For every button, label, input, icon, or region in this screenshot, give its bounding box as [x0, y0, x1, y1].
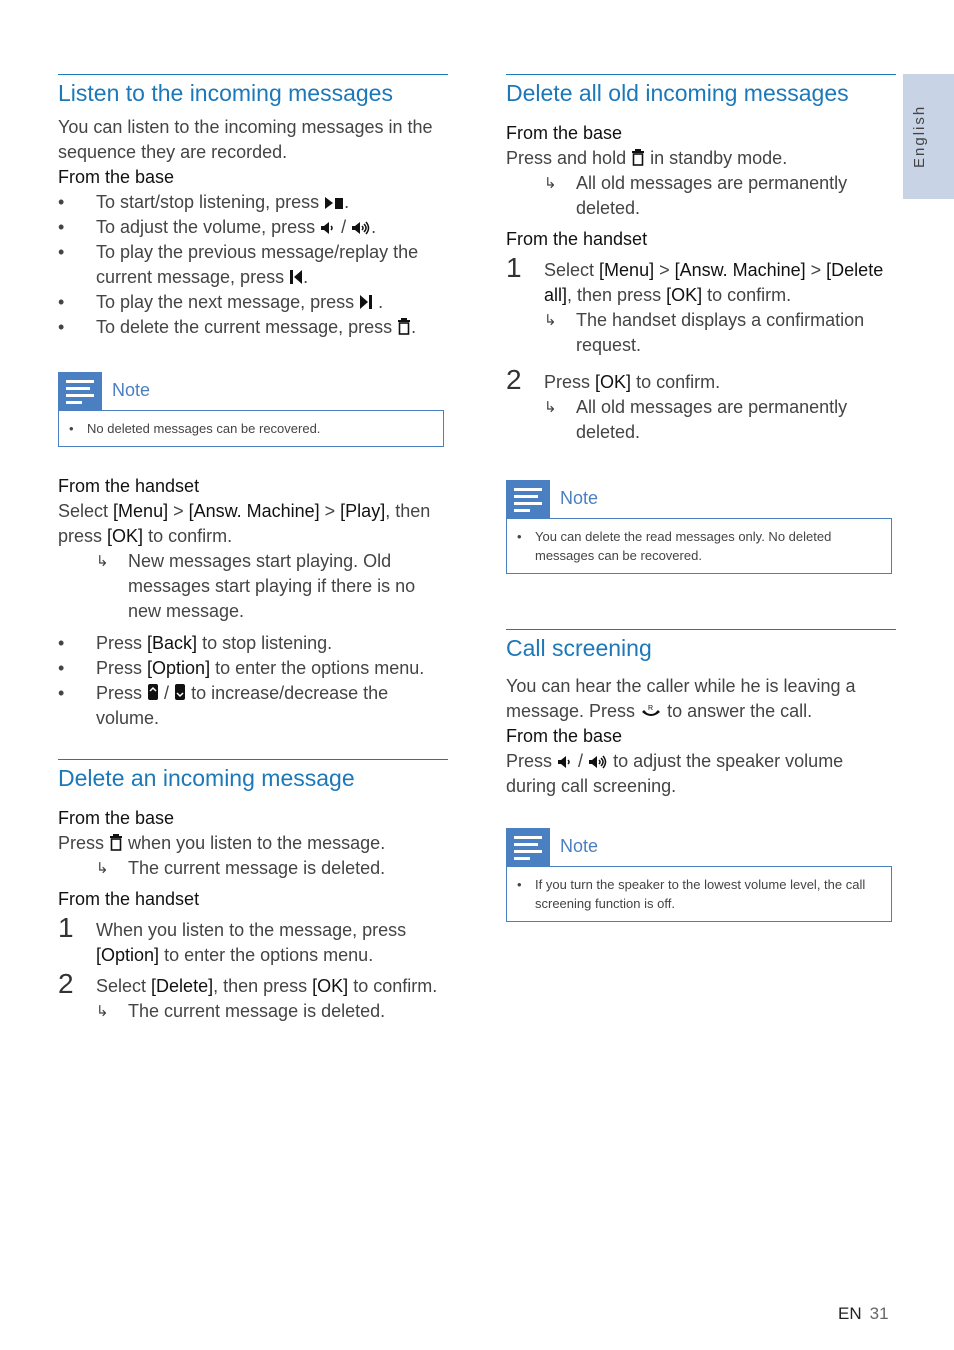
paragraph: You can hear the caller while he is leaving a message. Press R to answer the call.	[506, 676, 856, 721]
note-box: Note • If you turn the speaker to the lowest volume level, the call screening function is off.	[506, 828, 892, 922]
note-box: Note • You can delete the read messages only. No deleted messages can be recovered.	[506, 480, 892, 574]
note-icon	[506, 828, 550, 866]
handset-volume-up-icon	[147, 683, 159, 701]
subheading: From the handset	[58, 476, 200, 496]
delete-icon	[631, 148, 645, 166]
next-icon	[359, 294, 373, 310]
result-item: ↳ The current message is deleted.	[96, 858, 386, 878]
listen-handset-section	[58, 474, 448, 731]
bullet-item: • Press [Option] to enter the options menu.	[58, 658, 425, 678]
page-number: 31	[869, 1304, 889, 1323]
result-item: ↳ All old messages are permanently deleted.	[544, 173, 848, 218]
note-text: No deleted messages can be recovered.	[87, 421, 321, 436]
note-label: Note	[560, 488, 599, 508]
previous-icon	[289, 269, 303, 285]
subheading: From the handset	[58, 889, 200, 909]
step-2: 2 Select [Delete], then press [OK] to confirm. ↳ The current message is deleted.	[58, 974, 448, 1024]
screening-section	[506, 629, 896, 799]
bullet-item: • To play the previous message/replay the current message, press .	[58, 242, 419, 287]
bullet-item: • To start/stop listening, press .	[58, 192, 350, 212]
bullet-item: • To adjust the volume, press / .	[58, 217, 377, 237]
paragraph: Press when you listen to the message.	[58, 833, 386, 853]
note-icon	[58, 372, 102, 410]
note-text: You can delete the read messages only. No deleted messages can be recovered.	[535, 529, 832, 563]
language-tab	[903, 74, 954, 199]
step-1: 1 Select [Menu] > [Answ. Machine] > [Delete all], then press [OK] to confirm. ↳ The handset displays a confirmation request.	[506, 258, 896, 358]
volume-down-icon	[557, 755, 573, 769]
delete-icon	[109, 833, 123, 851]
paragraph: Press and hold in standby mode.	[506, 148, 788, 168]
section-title: Delete an incoming message	[58, 759, 448, 794]
note-icon	[506, 480, 550, 518]
volume-up-icon	[351, 221, 371, 235]
language-label: English	[911, 104, 928, 168]
paragraph: Select [Menu] > [Answ. Machine] > [Play], then press [OK] to confirm.	[58, 501, 431, 546]
volume-up-icon	[588, 755, 608, 769]
subheading: From the handset	[506, 229, 648, 249]
handset-volume-down-icon	[174, 683, 186, 701]
section-title: Delete all old incoming messages	[506, 74, 896, 109]
section-title: Listen to the incoming messages	[58, 74, 448, 109]
volume-down-icon	[320, 221, 336, 235]
page-footer	[838, 1304, 889, 1324]
delete-all-section	[506, 74, 896, 445]
step-1: 1 When you listen to the message, press [Option] to enter the options menu.	[58, 912, 407, 965]
subheading: From the base	[506, 726, 623, 746]
result-item: ↳ All old messages are permanently deleted.	[544, 397, 848, 442]
note-text: If you turn the speaker to the lowest volume level, the call screening function is off.	[535, 877, 866, 911]
answer-call-icon	[640, 703, 662, 719]
delete-icon	[397, 317, 411, 335]
listen-section	[58, 74, 448, 340]
bullet-item: • Press / to increase/decrease the volume.	[58, 683, 389, 728]
note-box: Note • No deleted messages can be recovered.	[58, 372, 444, 447]
subheading: From the base	[506, 123, 623, 143]
subheading: From the base	[58, 167, 175, 187]
play-stop-icon	[324, 196, 344, 210]
step-2: 2 Press [OK] to confirm. ↳ All old messages are permanently deleted.	[506, 370, 896, 445]
delete-one-section	[58, 759, 448, 1024]
result-item: ↳ The current message is deleted.	[96, 1001, 386, 1021]
result-item: ↳ The handset displays a confirmation request.	[544, 310, 865, 355]
paragraph: Press / to adjust the speaker volume during call screening.	[506, 751, 844, 796]
subheading: From the base	[58, 808, 175, 828]
bullet-item: • To play the next message, press .	[58, 292, 384, 312]
bullet-item: • Press [Back] to stop listening.	[58, 633, 333, 653]
bullet-item: • To delete the current message, press .	[58, 317, 417, 337]
svg-text:R: R	[648, 705, 654, 712]
note-label: Note	[560, 836, 599, 856]
result-item: ↳ New messages start playing. Old messages start playing if there is no new message.	[96, 551, 416, 621]
section-title: Call screening	[506, 629, 896, 664]
footer-language: EN	[838, 1304, 862, 1323]
paragraph: You can listen to the incoming messages in the sequence they are recorded.	[58, 117, 433, 162]
note-label: Note	[112, 380, 151, 400]
